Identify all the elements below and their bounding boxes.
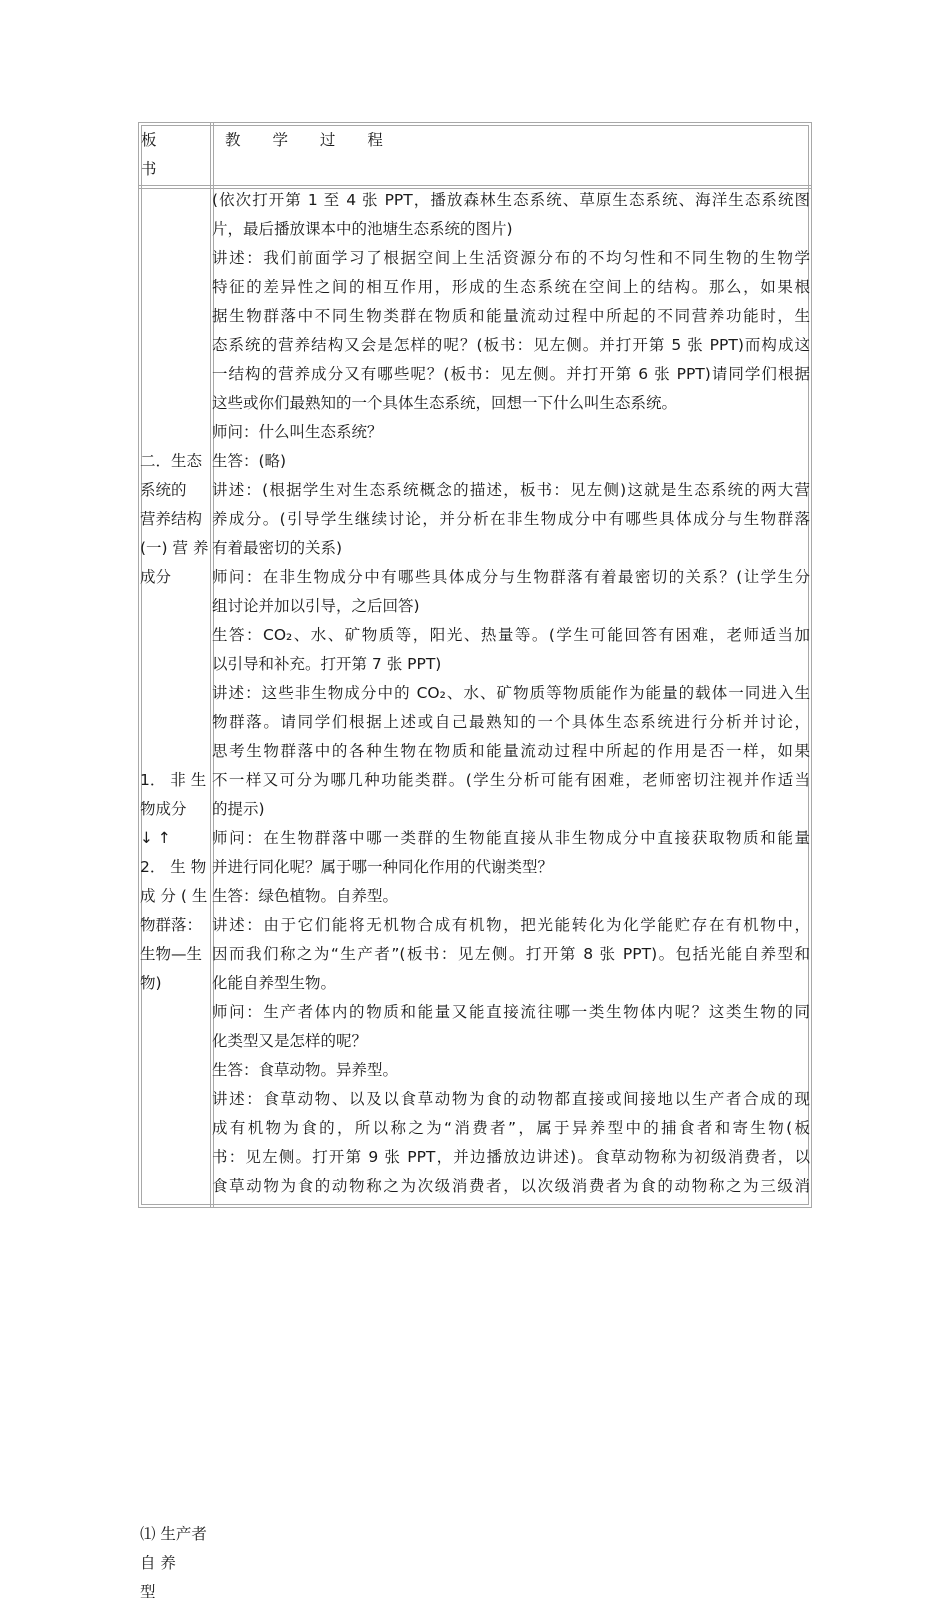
board-note-line: 物成分 [140,800,187,818]
process-text-line: (依次打开第 1 至 4 张 PPT，播放森林生态系统、草原生态系统、海洋生态系统图 [212,191,810,209]
process-text-line: 有着最密切的关系) [212,539,343,557]
process-text-line: 讲述：由于它们能将无机物合成有机物，把光能转化为化学能贮存在有机物中， [212,916,810,934]
process-text-line: 生答：食草动物。异养型。 [212,1061,399,1079]
header-board-char-2: 书 [141,160,157,178]
board-note-line: 营养结构 [140,510,203,528]
board-note-line: 自 养 [140,1554,176,1572]
board-note-line: 系统的 [140,481,187,499]
process-text-line: 片，最后播放课本中的池塘生态系统的图片) [212,220,513,238]
process-text-line: 物群落。请同学们根据上述或自己最熟知的一个具体生态系统进行分析并讨论， [212,713,810,731]
process-text-line: 的提示) [212,800,265,818]
process-text-line: 讲述：我们前面学习了根据空间上生活资源分布的不均匀性和不同生物的生物学 [212,249,810,267]
header-process-label [225,126,410,155]
process-text-line: 生答：绿色植物。自养型。 [212,887,399,905]
board-note-line: 成分 [140,568,172,586]
process-text-line: 组讨论并加以引导，之后回答) [212,597,420,615]
board-note-line: 生物—生 [140,945,203,963]
header-process-char: 过 [319,131,336,149]
process-text-line: 师问：在非生物成分中有哪些具体成分与生物群落有着最密切的关系？(让学生分 [212,568,810,586]
process-text-line: 书：见左侧。打开第 9 张 PPT，并边播放边讲述)。食草动物称为初级消费者，以 [212,1148,810,1166]
header-process-char: 学 [272,131,288,149]
process-text-line: 不一样又可分为哪几种功能类群。(学生分析可能有困难，老师密切注视并作适当 [212,771,810,789]
board-notes-column [140,186,212,1607]
process-text-line: 师问：生产者体内的物质和能量又能直接流往哪一类生物体内呢？这类生物的同 [212,1003,810,1021]
board-note-line: 成 分 ( 生 [140,887,208,905]
process-text-line: 养成分。(引导学生继续讨论，并分析在非生物成分中有哪些具体成分与生物群落 [212,510,810,528]
process-text-line: 化能自养型生物。 [212,974,337,992]
board-note-line: ⑴ 生产者 [140,1525,207,1543]
process-text-line: 因而我们称之为“生产者”(板书：见左侧。打开第 8 张 PPT)。包括光能自养型和 [212,945,810,963]
board-note-line: 二．生态 [140,452,203,470]
process-text-line: 讲述：食草动物、以及以食草动物为食的动物都直接或间接地以生产者合成的现 [212,1090,810,1108]
board-note-line: 2． 生 物 [140,858,207,876]
header-board-char-1: 板 [141,131,157,149]
board-note-line: 1． 非 生 [140,771,207,789]
process-text-line: 思考生物群落中的各种生物在物质和能量流动过程中所起的作用是否一样，如果 [212,742,810,760]
process-text-line: 据生物群落中不同生物类群在物质和能量流动过程中所起的不同营养功能时，生 [212,307,810,325]
process-text-line: 讲述：这些非生物成分中的 CO₂、水、矿物质等物质能作为能量的载体一同进入生 [212,684,810,702]
board-note-line: 型 [140,1583,156,1601]
process-text-line: 并进行同化呢？属于哪一种同化作用的代谢类型？ [212,858,554,876]
teaching-process-column [212,186,810,1201]
process-text-line: 师问：什么叫生态系统？ [212,423,383,441]
header-process-char: 教 [225,131,241,149]
process-text-line: 食草动物为食的动物称之为次级消费者，以次级消费者为食的动物称之为三级消 [212,1177,810,1195]
process-text-line: 成有机物为食的，所以称之为“消费者”，属于异养型中的捕食者和寄生物(板 [212,1119,810,1137]
process-text-line: 生答：CO₂、水、矿物质等，阳光、热量等。(学生可能回答有困难，老师适当加 [212,626,810,644]
process-text-line: 生答：(略) [212,452,287,470]
header-process-char: 程 [367,131,383,149]
process-text-line: 这些或你们最熟知的一个具体生态系统，回想一下什么叫生态系统。 [212,394,678,412]
process-text-line: 一结构的营养成分又有哪些呢？(板书：见左侧。并打开第 6 张 PPT)请同学们根据 [212,365,810,383]
board-note-line: 物群落： [140,916,203,934]
process-text-line: 态系统的营养结构又会是怎样的呢？(板书：见左侧。并打开第 5 张 PPT)而构成这 [212,336,810,354]
process-text-line: 特征的差异性之间的相互作用，形成的生态系统在空间上的结构。那么，如果根 [212,278,810,296]
process-text-line: 以引导和补充。打开第 7 张 PPT) [212,655,442,673]
header-board-label [141,126,201,184]
board-note-line: 物) [140,974,162,992]
board-note-line: (一) 营 养 [140,539,209,557]
board-note-line: ↓ ↑ [140,829,171,847]
process-text-line: 师问：在生物群落中哪一类群的生物能直接从非生物成分中直接获取物质和能量 [212,829,810,847]
process-text-line: 化类型又是怎样的呢？ [212,1032,368,1050]
process-text-line: 讲述：(根据学生对生态系统概念的描述，板书：见左侧)这就是生态系统的两大营 [212,481,810,499]
